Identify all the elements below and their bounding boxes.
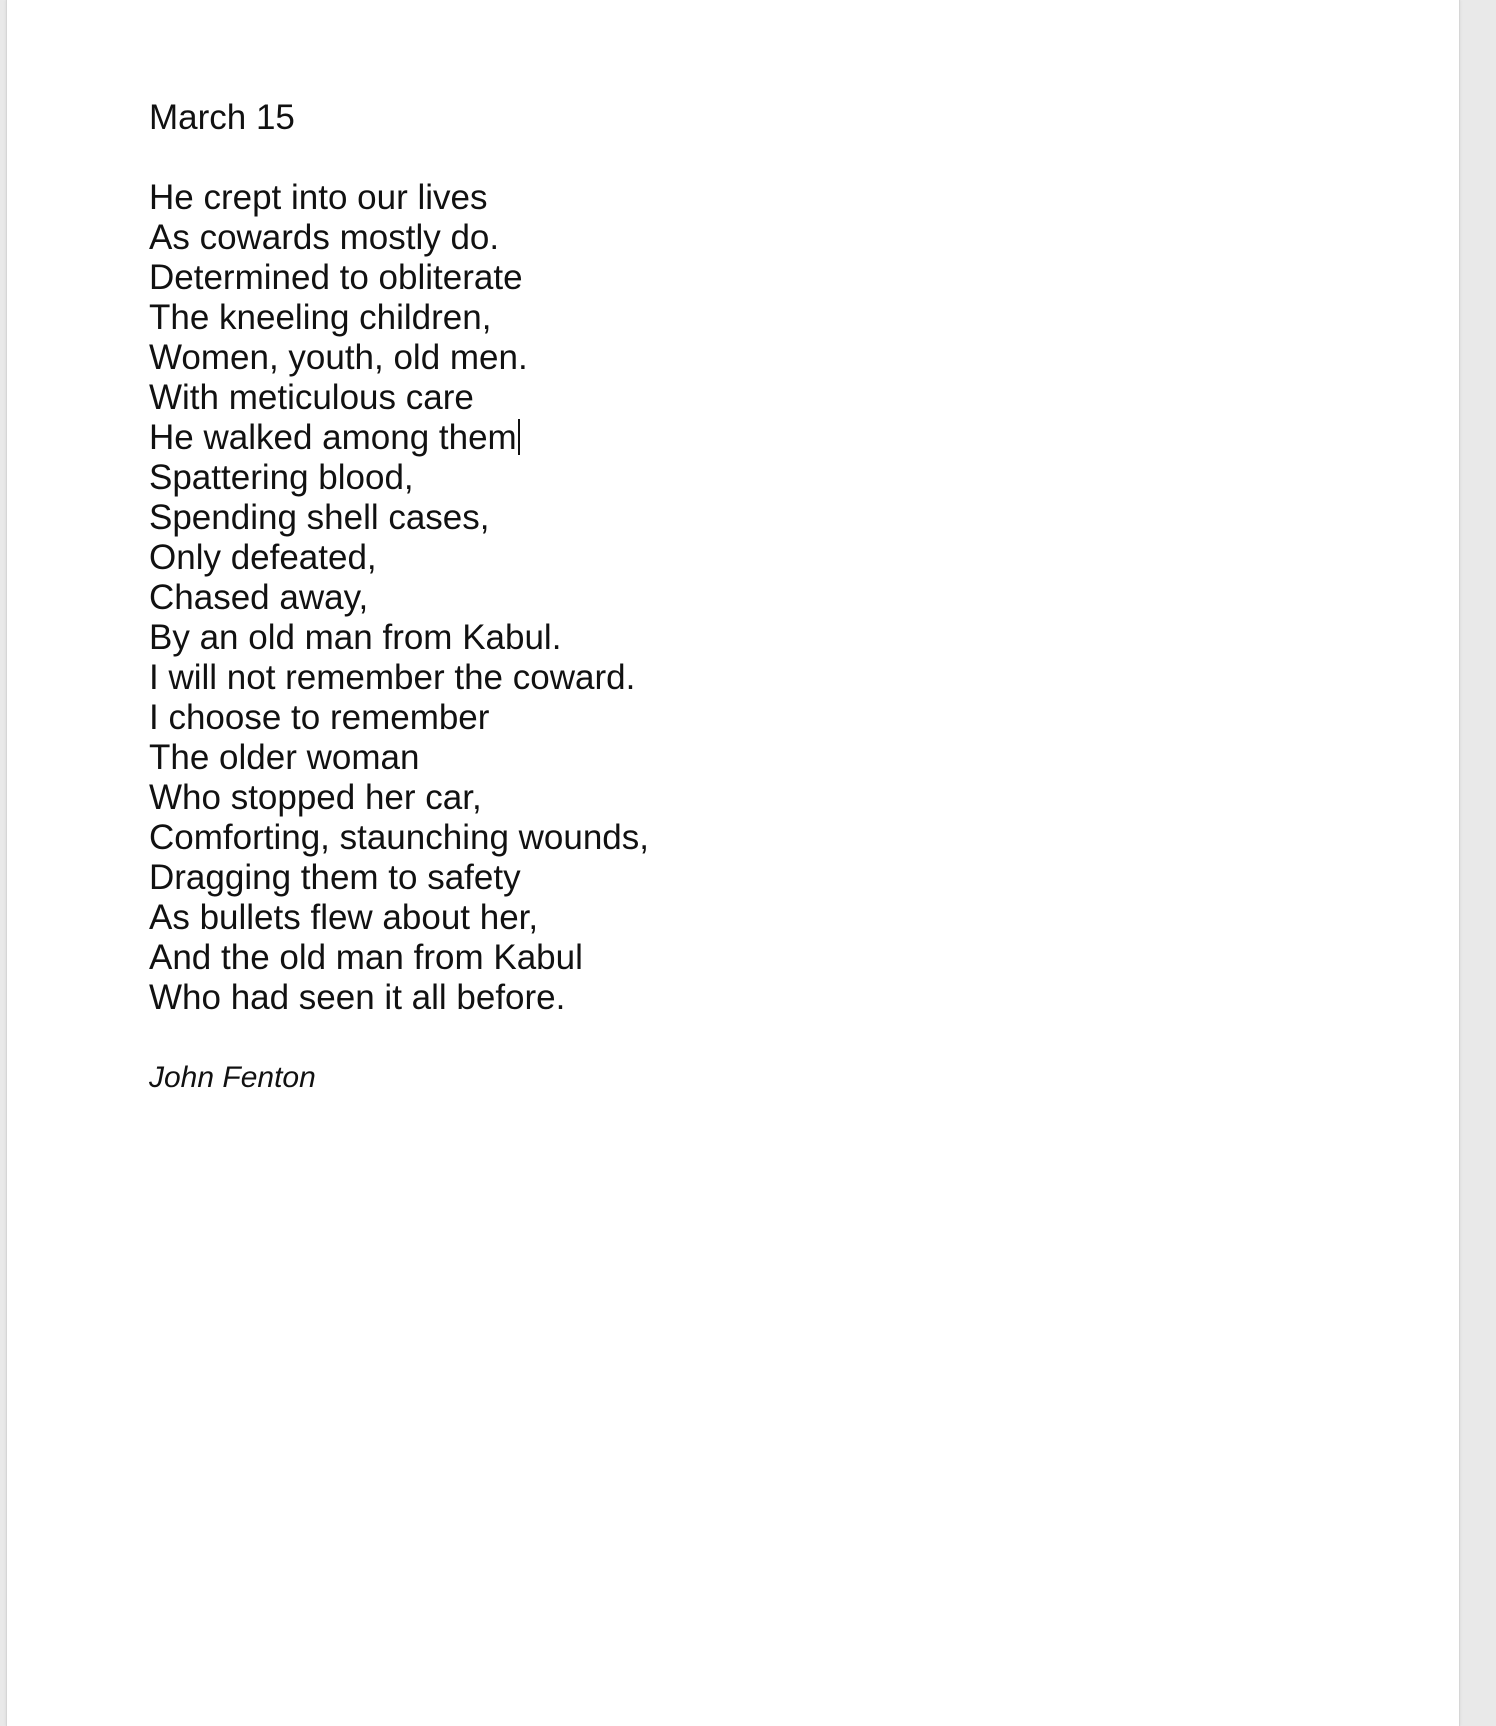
poem-line-with-cursor[interactable]	[149, 418, 649, 458]
poem-line: Comforting, staunching wounds,	[149, 818, 649, 857]
poem-line: As bullets flew about her,	[149, 898, 539, 937]
poem-line: He crept into our lives	[149, 178, 488, 217]
poem-line: Determined to obliterate	[149, 258, 523, 297]
poem-line: Women, youth, old men.	[149, 338, 528, 377]
text-cursor	[518, 419, 520, 455]
poem-line: Who had seen it all before.	[149, 978, 566, 1017]
poem-line: By an old man from Kabul.	[149, 618, 562, 657]
poem-line: Dragging them to safety	[149, 858, 521, 897]
poem-line: Spending shell cases,	[149, 498, 490, 537]
poem-line: The older woman	[149, 738, 420, 777]
poem-line: Chased away,	[149, 578, 369, 617]
document-page[interactable]	[6, 0, 1460, 1726]
poem-line: Spattering blood,	[149, 458, 414, 497]
poem-line: Who stopped her car,	[149, 778, 482, 817]
poem-line: Only defeated,	[149, 538, 377, 577]
poem-title: March 15	[149, 98, 295, 137]
poem-line: I choose to remember	[149, 698, 490, 737]
poem-author: John Fenton	[149, 1061, 316, 1094]
poem-line: I will not remember the coward.	[149, 658, 636, 697]
poem-line-text: He walked among them	[149, 418, 517, 457]
poem-content[interactable]	[149, 98, 649, 1096]
poem-line: And the old man from Kabul	[149, 938, 583, 977]
poem-line: With meticulous care	[149, 378, 474, 417]
poem-line: As cowards mostly do.	[149, 218, 500, 257]
poem-body[interactable]	[149, 178, 649, 1018]
poem-line: The kneeling children,	[149, 298, 492, 337]
